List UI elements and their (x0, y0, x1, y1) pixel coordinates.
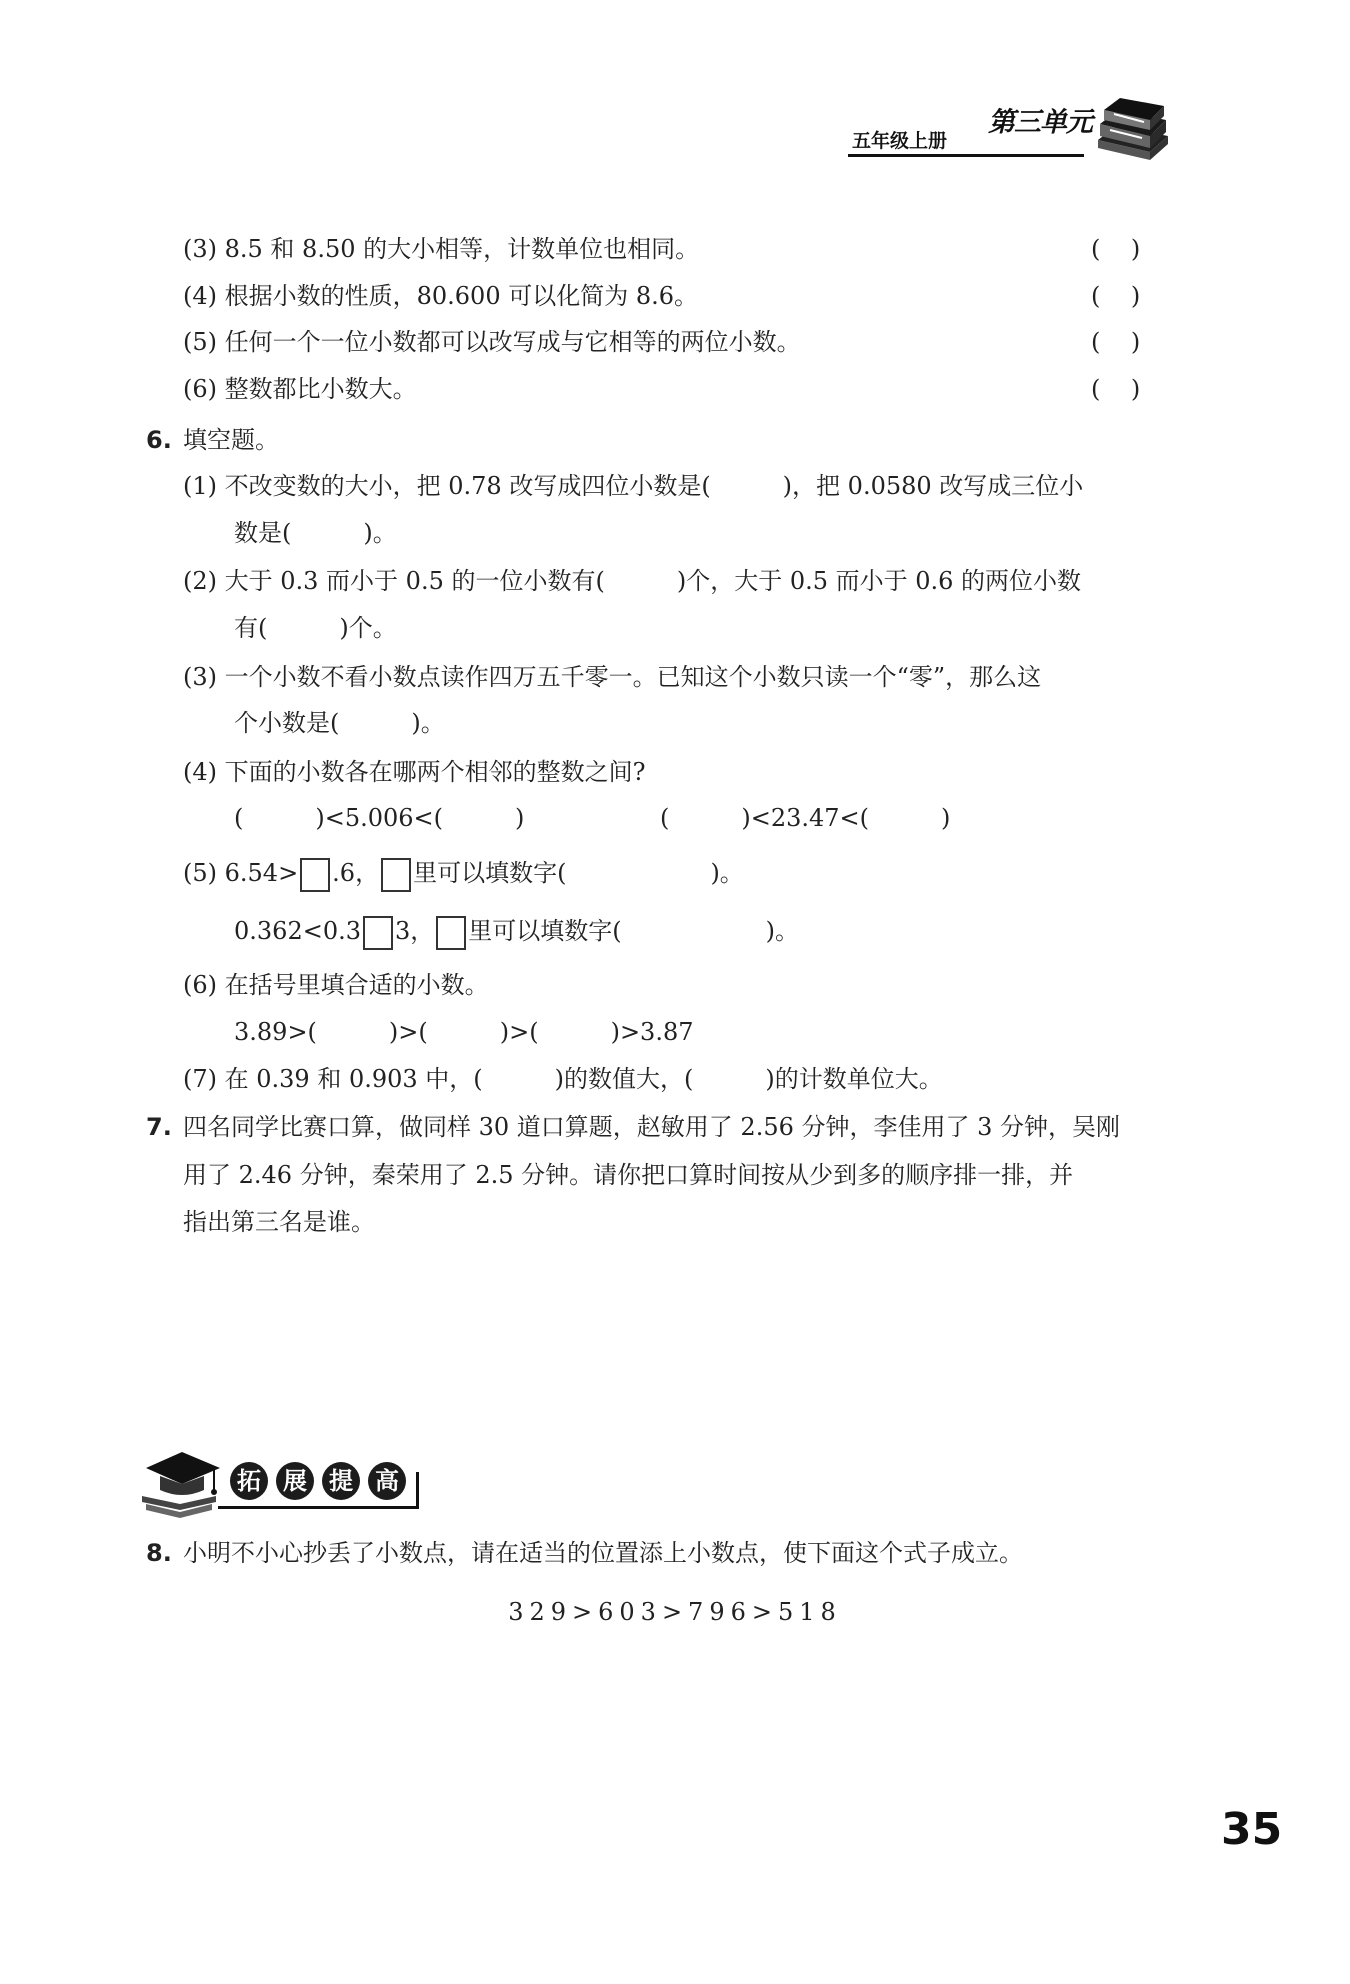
q6-part-3: (3) 一个小数不看小数点读作四万五千零一。已知这个小数只读一个“零”，那么这 (183, 663, 1042, 691)
book-stack-icon (1092, 96, 1172, 166)
q6-p5a-middle: .6， (332, 859, 380, 887)
question-7-line-1: 四名同学比赛口算，做同样 30 道口算题，赵敏用了 2.56 分钟，李佳用了 3 分钟，吴刚 (183, 1113, 1121, 1141)
banner-underline-end (416, 1472, 419, 1509)
q6-p5a-suffix: 里可以填数字( )。 (413, 859, 744, 887)
q6-part-6-chain: 3.89>( )>( )>( )>3.87 (234, 1018, 694, 1046)
extension-banner (140, 1438, 430, 1520)
question-8-number: 8. (146, 1539, 172, 1567)
q6-part-4-range-2: ( )<23.47<( ) (660, 804, 951, 832)
q6-part-3-cont: 个小数是( )。 (234, 709, 445, 737)
question-6-title: 填空题。 (183, 426, 279, 454)
q6-part-7: (7) 在 0.39 和 0.903 中，( )的数值大，( )的计数单位大。 (183, 1065, 943, 1093)
question-7-line-2: 用了 2.46 分钟，秦荣用了 2.5 分钟。请你把口算时间按从少到多的顺序排一排，并 (183, 1161, 1074, 1189)
question-8-equation: 329>603>796>518 (508, 1598, 842, 1626)
graduation-cap-icon (140, 1438, 230, 1524)
q6-part-5b (234, 912, 799, 950)
judge-answer-6[interactable]: ( ) (1091, 375, 1141, 403)
q6-p5b-prefix: 0.362<0.3 (234, 917, 361, 945)
q6-p5b-middle: 3， (394, 917, 435, 945)
extension-char-1: 拓 (230, 1462, 268, 1500)
judge-item-6: (6) 整数都比小数大。 (183, 375, 417, 403)
q6-part-4: (4) 下面的小数各在哪两个相邻的整数之间? (183, 758, 646, 786)
page-number: 35 (1221, 1804, 1283, 1855)
unit-label: 第三单元 (988, 107, 1092, 138)
judge-answer-3[interactable]: ( ) (1091, 235, 1141, 263)
judge-answer-5[interactable]: ( ) (1091, 328, 1141, 356)
digit-box[interactable] (381, 858, 411, 892)
judge-answer-4[interactable]: ( ) (1091, 282, 1141, 310)
judge-item-5: (5) 任何一个一位小数都可以改写成与它相等的两位小数。 (183, 328, 801, 356)
q6-part-2: (2) 大于 0.3 而小于 0.5 的一位小数有( )个，大于 0.5 而小于 0.6 的两位小数 (183, 567, 1082, 595)
q6-p5a-prefix: (5) 6.54> (183, 859, 299, 887)
banner-underline (218, 1506, 418, 1509)
extension-char-4: 高 (368, 1462, 406, 1500)
question-6-number: 6. (146, 426, 172, 454)
q6-part-6: (6) 在括号里填合适的小数。 (183, 971, 489, 999)
page-header (848, 96, 1178, 166)
digit-box[interactable] (436, 916, 466, 950)
question-8-text: 小明不小心抄丢了小数点，请在适当的位置添上小数点，使下面这个式子成立。 (183, 1539, 1023, 1567)
q6-part-4-range-1: ( )<5.006<( ) (234, 804, 525, 832)
digit-box[interactable] (363, 916, 393, 950)
extension-char-2: 展 (276, 1462, 314, 1500)
digit-box[interactable] (300, 858, 330, 892)
question-7-number: 7. (146, 1113, 172, 1141)
extension-char-3: 提 (322, 1462, 360, 1500)
header-rule (848, 154, 1084, 157)
judge-item-3: (3) 8.5 和 8.50 的大小相等，计数单位也相同。 (183, 235, 700, 263)
q6-part-1: (1) 不改变数的大小，把 0.78 改写成四位小数是( )，把 0.0580 改写成三位小 (183, 472, 1084, 500)
question-7-line-3: 指出第三名是谁。 (183, 1208, 375, 1236)
grade-label: 五年级上册 (852, 130, 948, 152)
q6-part-5a (183, 854, 744, 892)
judge-item-4: (4) 根据小数的性质，80.600 可以化简为 8.6。 (183, 282, 699, 310)
q6-p5b-suffix: 里可以填数字( )。 (468, 917, 799, 945)
q6-part-2-cont: 有( )个。 (234, 614, 397, 642)
q6-part-1-cont: 数是( )。 (234, 519, 397, 547)
